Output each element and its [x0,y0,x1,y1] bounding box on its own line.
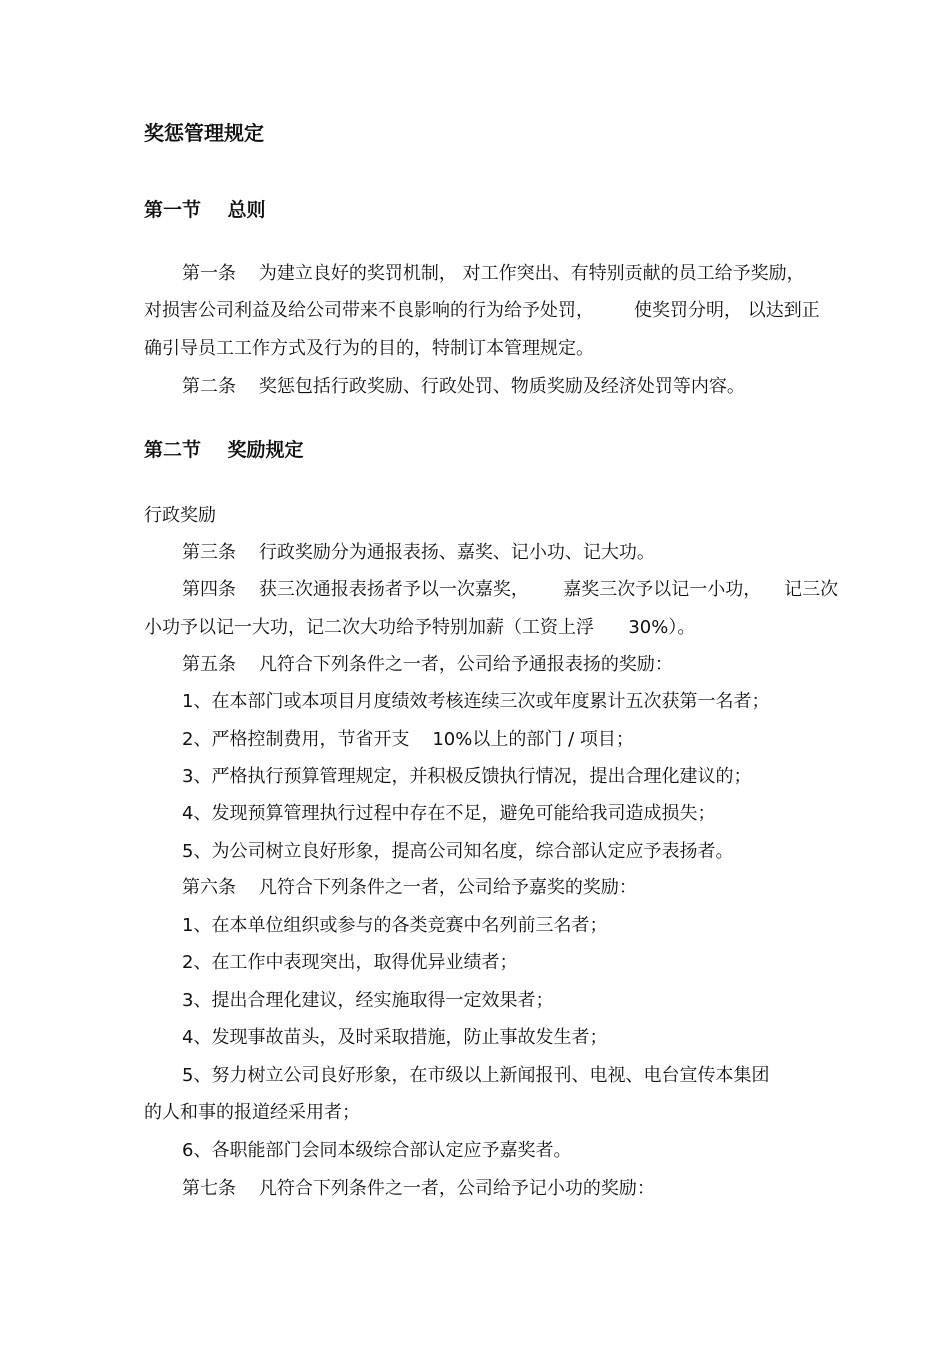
article-5-item: 4、发现预算管理执行过程中存在不足，避免可能给我司造成损失； [182,803,716,824]
document-title: 奖惩管理规定 [144,121,264,145]
article-6-item: 1、在本单位组织或参与的各类竞赛中名列前三名者； [182,915,608,936]
section-heading-rewards: 第二节 奖励规定 [144,439,304,461]
article-2: 第二条 奖惩包括行政奖励、行政处罚、物质奖励及经济处罚等内容。 [182,376,745,397]
article-7-intro: 第七条 凡符合下列条件之一者，公司给予记小功的奖励： [182,1178,655,1199]
article-4-line-1: 第四条 获三次通报表扬者予以一次嘉奖， 嘉奖三次予以记一小功， 记三次 [182,579,839,600]
article-1-line-3: 确引导员工工作方式及行为的目的，特制订本管理规定。 [144,338,594,359]
article-6-item: 2、在工作中表现突出，取得优异业绩者； [182,952,518,973]
article-5-item: 3、严格执行预算管理规定，并积极反馈执行情况，提出合理化建议的； [182,766,752,787]
article-3: 第三条 行政奖励分为通报表扬、嘉奖、记小功、记大功。 [182,542,655,563]
article-6-intro: 第六条 凡符合下列条件之一者，公司给予嘉奖的奖励： [182,877,637,898]
article-4-line-2: 小功予以记一大功，记二次大功给予特别加薪（工资上浮 30%）。 [144,617,696,638]
article-6-item: 6、各职能部门会同本级综合部认定应予嘉奖者。 [182,1140,572,1161]
article-1-line-1: 第一条 为建立良好的奖罚机制， 对工作突出、有特别贡献的员工给予奖励， [182,263,805,284]
article-5-item: 2、严格控制费用，节省开支 10%以上的部门 / 项目； [182,729,634,750]
article-6-item: 4、发现事故苗头，及时采取措施，防止事故发生者； [182,1027,608,1048]
subheading-admin-rewards: 行政奖励 [144,505,216,526]
article-5-item: 1、在本部门或本项目月度绩效考核连续三次或年度累计五次获第一名者； [182,691,770,712]
article-5-item: 5、为公司树立良好形象，提高公司知名度，综合部认定应予表扬者。 [182,841,734,862]
article-6-item: 5、努力树立公司良好形象，在市级以上新闻报刊、电视、电台宣传本集团 [182,1065,770,1086]
article-5-intro: 第五条 凡符合下列条件之一者，公司给予通报表扬的奖励： [182,654,673,675]
section-heading-general: 第一节 总则 [144,199,266,221]
article-6-item: 3、提出合理化建议，经实施取得一定效果者； [182,990,554,1011]
article-1-line-2: 对损害公司利益及给公司带来不良影响的行为给予处罚， 使奖罚分明， 以达到正 [144,300,820,321]
article-6-item-continuation: 的人和事的报道经采用者； [144,1102,360,1123]
